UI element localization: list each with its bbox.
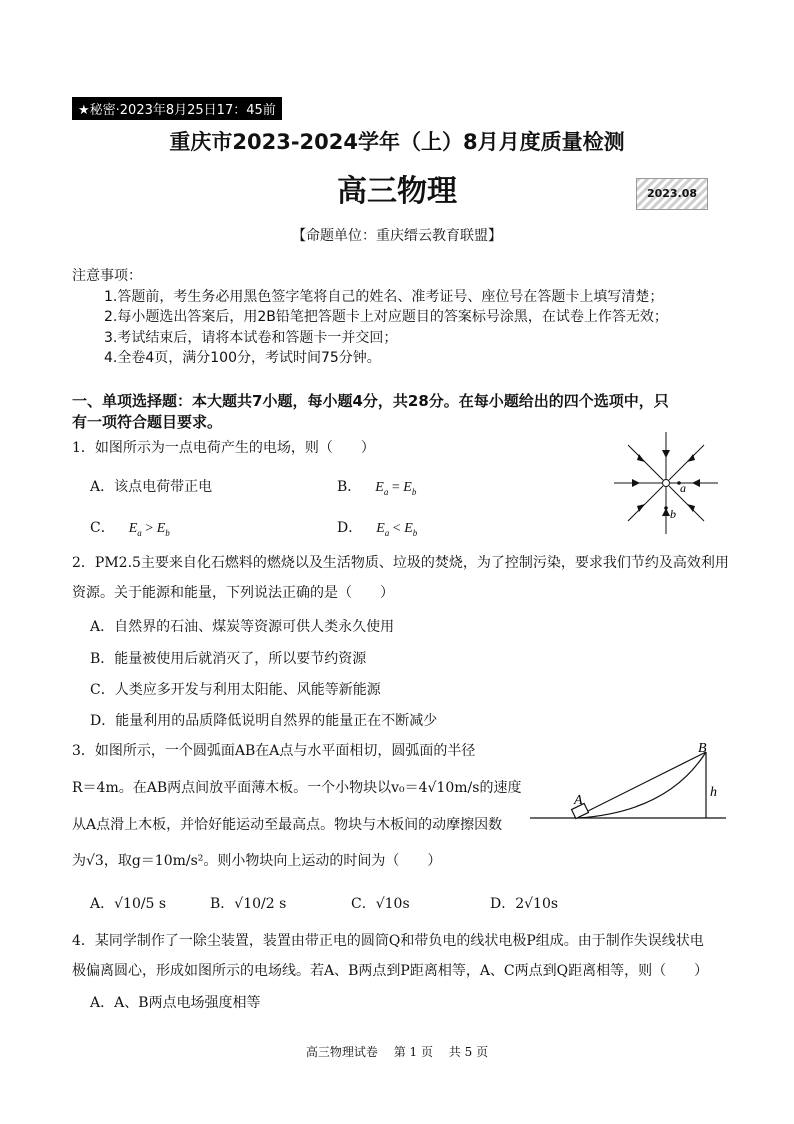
q2-stem-line2: 资源。关于能源和能量，下列说法正确的是（ ） (72, 585, 394, 601)
q3-label-h: h (710, 785, 717, 800)
compiler-unit: 【命题单位：重庆缙云教育联盟】 (292, 228, 502, 244)
q4-stem-line1: 4．某同学制作了一除尘装置，装置由带正电的圆筒Q和带负电的线状电极P组成。由于制作失误线状电 (72, 933, 704, 949)
q3-option-a: A．√10/5 s (90, 896, 167, 912)
q3-stem-line2: R＝4m。在AB两点间放平面薄木板。一个小物块以v₀＝4√10m/s的速度 (72, 780, 522, 796)
notice-item: 1.答题前，考生务必用黑色签字笔将自己的姓名、准考证号、座位号在答题卡上填写清楚； (104, 289, 664, 305)
section-heading-line1: 一、单项选择题：本大题共7小题，每小题4分，共28分。在每小题给出的四个选项中，只 (72, 392, 669, 410)
q1-option-c: C． $E_a > E_b$ (90, 520, 170, 538)
confidential-label: ★秘密·2023年8月25日17：45前 (72, 97, 282, 120)
q1-option-b-label: B． (337, 479, 362, 495)
subject-title: 高三物理 (337, 174, 457, 209)
q2-option-b: B．能量被使用后就消灭了，所以要节约资源 (90, 651, 367, 667)
q1-option-a: A．该点电荷带正电 (90, 479, 213, 495)
q3-stem-line3: 从A点滑上木板，并恰好能运动至最高点。物块与木板间的动摩擦因数 (72, 817, 503, 833)
q1-label-b: b (670, 507, 676, 521)
q3-label-a: A (574, 793, 583, 808)
q1-label-a: a (680, 481, 686, 495)
notice-item: 4.全卷4页，满分100分，考试时间75分钟。 (104, 350, 381, 366)
q1-option-d-label: D． (337, 520, 363, 536)
q2-option-c: C．人类应多开发与利用太阳能、风能等新能源 (90, 682, 381, 698)
q2-option-a: A．自然界的石油、煤炭等资源可供人类永久使用 (90, 619, 395, 635)
notice-item: 3.考试结束后，请将本试卷和答题卡一并交回； (104, 330, 398, 346)
section-heading-line2: 有一项符合题目要求。 (72, 413, 223, 431)
q3-option-b: B．√10/2 s (210, 896, 287, 912)
q1-field-diagram (612, 428, 720, 538)
q2-option-d: D．能量利用的品质降低说明自然界的能量正在不断减少 (90, 713, 438, 729)
q3-label-b: B (698, 741, 707, 756)
date-stamp: 2023.08 (636, 178, 708, 210)
q4-stem-line2: 极偏离圆心，形成如图所示的电场线。若A、B两点到P距离相等，A、C两点到Q距离相等，则（ ） (72, 963, 709, 979)
page-footer: 高三物理试卷 第 1 页 共 5 页 (305, 1045, 489, 1059)
q3-stem-line4: 为√3，取g＝10m/s²。则小物块向上运动的时间为（ ） (72, 853, 442, 869)
q1-option-d: D． $E_a < E_b$ (337, 520, 418, 538)
q3-stem-line1: 3．如图所示，一个圆弧面AB在A点与水平面相切，圆弧面的半径 (72, 743, 476, 759)
q3-option-d: D．2√10s (490, 896, 559, 912)
q2-stem-line1: 2．PM2.5主要来自化石燃料的燃烧以及生活物质、垃圾的焚烧，为了控制污染，要求我们节约及高效利用 (72, 555, 729, 571)
q1-option-c-label: C． (90, 520, 115, 536)
q1-stem: 1．如图所示为一点电荷产生的电场，则（ ） (72, 440, 375, 456)
q1-option-b: B． $E_a = E_b$ (337, 479, 417, 497)
q4-option-a: A．A、B两点电场强度相等 (90, 995, 261, 1011)
exam-title: 重庆市2023-2024学年（上）8月月度质量检测 (169, 130, 625, 154)
notice-item: 2.每小题选出答案后，用2B铅笔把答题卡上对应题目的答案标号涂黑，在试卷上作答无效； (104, 309, 668, 325)
q3-option-c: C．√10s (351, 896, 410, 912)
notice-heading: 注意事项： (72, 268, 142, 284)
q3-ramp-diagram (528, 740, 728, 824)
